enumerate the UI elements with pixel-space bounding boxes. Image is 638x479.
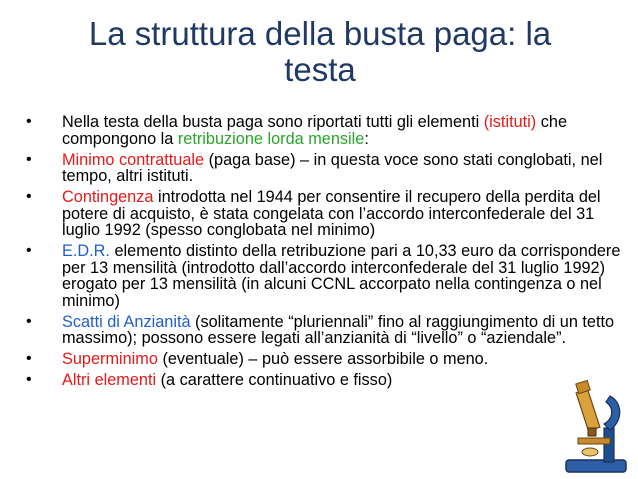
- microscope-icon: [560, 380, 632, 476]
- bullet-text: introdotta nel 1944 per consentire il recupero della perdita del potere di acquisto, è stata congelata con l’accordo interconfederale del 31 luglio 1992 (spesso conglobata nel minimo): [62, 188, 601, 239]
- highlight-retribuzione: retribuzione lorda mensile: [177, 129, 365, 148]
- bullet-text: :: [364, 129, 369, 148]
- bullet-item: [24, 243, 624, 309]
- term-minimo: Minimo contrattuale: [62, 150, 205, 169]
- bullet-text: elemento distinto della retribuzione pari a 10,33 euro da corrispondere per 13 mensilità (introdotto dall’accordo interconfederale del 31 luglio 1992) erogato per 13 mensilità (in alcuni CCNL accorpato nella contingenza o nel minimo): [62, 242, 621, 310]
- bullet-glyph: •: [26, 242, 32, 259]
- bullet-text: (solitamente “pluriennali” fino al raggiungimento di un tetto massimo); possono essere legati all’anzianità di “livello” o “aziendale”.: [62, 312, 615, 347]
- bullet-text: che compongono la: [62, 113, 567, 148]
- bullet-item: [24, 189, 624, 239]
- term-edr: E.D.R.: [62, 242, 110, 260]
- bullet-item: [24, 351, 624, 368]
- bullet-text: Nella testa della busta paga sono riportati tutti gli elementi: [62, 113, 484, 131]
- microscope-arm: [604, 396, 620, 430]
- microscope-stage: [578, 438, 610, 444]
- microscope-mirror: [582, 448, 598, 456]
- bullet-text: (a carattere continuativo e fisso): [156, 371, 393, 389]
- term-altri-elementi: Altri elementi: [62, 371, 157, 389]
- bullet-glyph: •: [26, 150, 32, 168]
- microscope-pillar: [604, 428, 614, 462]
- microscope-base: [566, 460, 626, 472]
- bullet-item: [24, 114, 624, 147]
- title-line-1: La struttura della busta paga: la: [88, 15, 552, 52]
- term-contingenza: Contingenza: [62, 188, 154, 206]
- highlight-istituti: (istituti): [483, 113, 537, 131]
- bullet-glyph: •: [26, 371, 32, 388]
- microscope-tube: [576, 389, 600, 431]
- bullet-item: [24, 372, 624, 389]
- bullet-glyph: •: [26, 350, 32, 367]
- bullet-text: (paga base) – in questa voce sono stati conglobati, nel tempo, altri istituti.: [62, 150, 603, 185]
- bullet-list: [24, 114, 624, 393]
- term-superminimo: Superminimo: [62, 350, 158, 368]
- microscope-objective: [588, 428, 596, 436]
- bullet-glyph: •: [26, 188, 32, 205]
- slide-title: [40, 16, 600, 88]
- bullet-glyph: •: [26, 113, 32, 130]
- title-line-2: testa: [284, 51, 356, 88]
- bullet-text: (eventuale) – può essere assorbibile o meno.: [157, 350, 489, 368]
- bullet-item: [24, 152, 624, 185]
- bullet-item: [24, 314, 624, 347]
- term-scatti: Scatti di Anzianità: [62, 312, 191, 331]
- bullet-glyph: •: [26, 312, 32, 330]
